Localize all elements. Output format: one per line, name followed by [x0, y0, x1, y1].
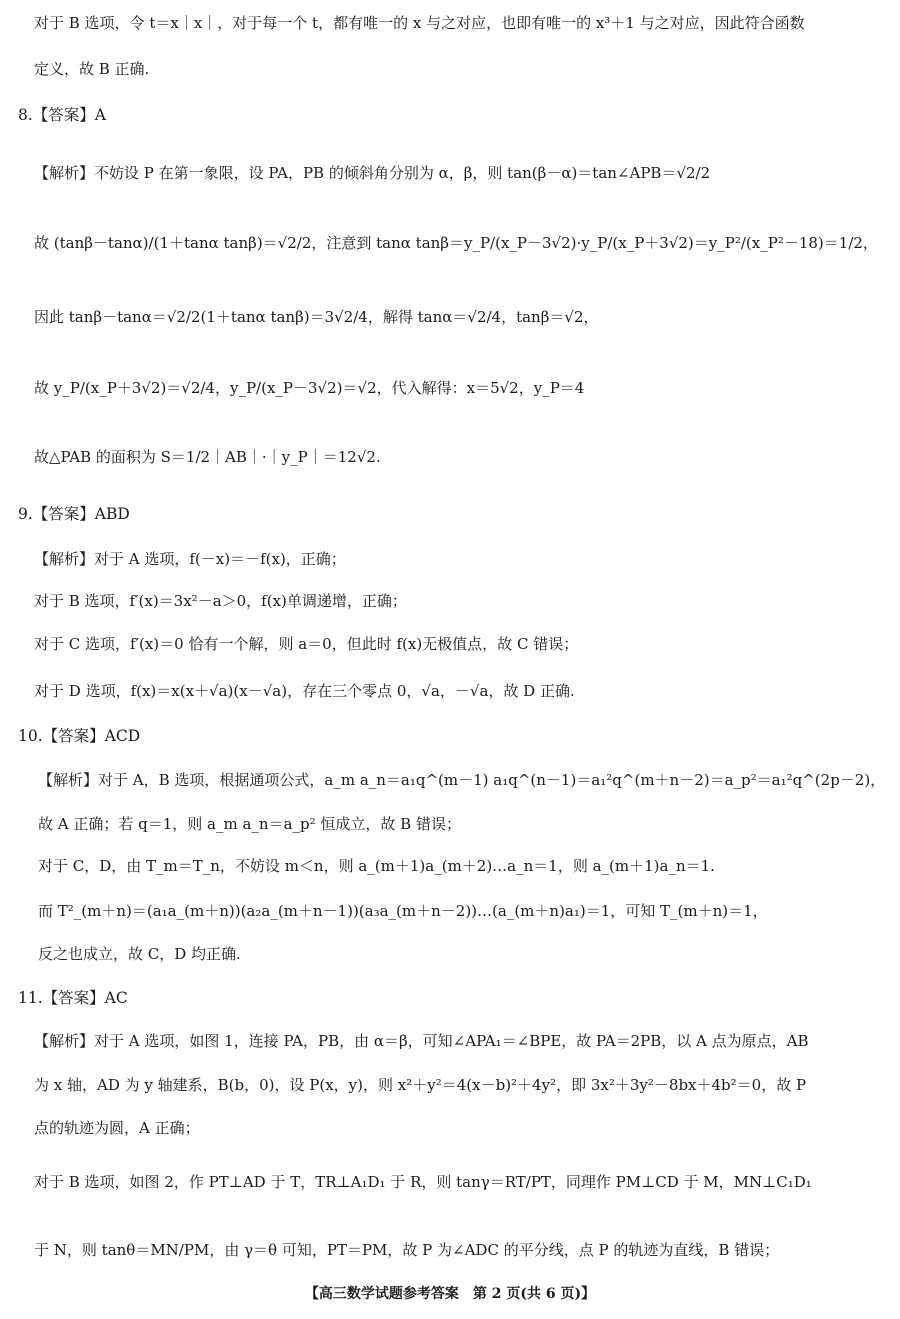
- math-line: 故△PAB 的面积为 S＝1/2｜AB｜·｜y_P｜＝12√2.: [34, 448, 381, 466]
- text-line: 为 x 轴，AD 为 y 轴建系，B(b，0)，设 P(x，y)，则 x²＋y²＝4(x－b)²＋4y²，即 3x²＋3y²－8bx＋4b²＝0，故 P: [34, 1076, 807, 1094]
- text-line: 对于 B 选项，令 t＝x｜x｜，对于每一个 t，都有唯一的 x 与之对应，也即有唯一的 x³＋1 与之对应，因此符合函数: [34, 14, 805, 32]
- text-line: 对于 B 选项，如图 2，作 PT⊥AD 于 T，TR⊥A₁D₁ 于 R，则 tanγ＝RT/PT，同理作 PM⊥CD 于 M，MN⊥C₁D₁: [34, 1173, 812, 1191]
- analysis-line: 【解析】对于 A 选项，如图 1，连接 PA，PB，由 α＝β，可知∠APA₁＝∠BPE，故 PA＝2PB，以 A 点为原点，AB: [34, 1032, 809, 1050]
- text-line: 故 A 正确；若 q＝1，则 a_m a_n＝a_p² 恒成立，故 B 错误；: [38, 815, 461, 833]
- math-line: 故 (tanβ－tanα)/(1＋tanα tanβ)＝√2/2，注意到 tanα tanβ＝y_P/(x_P－3√2)·y_P/(x_P＋3√2)＝y_P²/(x_P²－18)＝1/2，: [34, 234, 878, 252]
- analysis-line: 【解析】不妨设 P 在第一象限，设 PA，PB 的倾斜角分别为 α，β，则 tan(β－α)＝tan∠APB＝√2/2: [34, 164, 711, 182]
- page-footer: 【高三数学试题参考答案 第 2 页(共 6 页)】: [304, 1286, 596, 1302]
- text-line: 而 T²_(m＋n)＝(a₁a_(m＋n))(a₂a_(m＋n－1))(a₃a_(m＋n－2))…(a_(m＋n)a₁)＝1，可知 T_(m＋n)＝1，: [38, 902, 768, 920]
- math-line: 故 y_P/(x_P＋3√2)＝√2/4，y_P/(x_P－3√2)＝√2，代入解得：x＝5√2，y_P＝4: [34, 379, 585, 397]
- text-line: 定义，故 B 正确.: [34, 60, 150, 78]
- text-line: 对于 C 选项，f′(x)＝0 恰有一个解，则 a＝0，但此时 f(x)无极值点，故 C 错误；: [34, 635, 579, 653]
- answer-heading-10: 10.【答案】ACD: [18, 727, 141, 745]
- answer-heading-8: 8.【答案】A: [18, 106, 106, 124]
- analysis-line: 【解析】对于 A 选项，f(－x)＝－f(x)，正确；: [34, 550, 346, 568]
- answer-heading-9: 9.【答案】ABD: [18, 505, 130, 523]
- text-line: 点的轨迹为圆，A 正确；: [34, 1119, 200, 1137]
- answer-heading-11: 11.【答案】AC: [18, 989, 128, 1007]
- text-line: 对于 D 选项，f(x)＝x(x＋√a)(x－√a)，存在三个零点 0，√a，－√a，故 D 正确.: [34, 682, 575, 700]
- text-line: 于 N，则 tanθ＝MN/PM，由 γ＝θ 可知，PT＝PM，故 P 为∠ADC 的平分线，点 P 的轨迹为直线，B 错误；: [34, 1241, 780, 1259]
- text-line: 反之也成立，故 C，D 均正确.: [38, 945, 241, 963]
- text-line: 对于 C，D，由 T_m＝T_n，不妨设 m＜n，则 a_(m＋1)a_(m＋2)…a_n＝1，则 a_(m＋1)a_n＝1.: [38, 857, 715, 875]
- text-line: 对于 B 选项，f′(x)＝3x²－a＞0，f(x)单调递增，正确；: [34, 592, 407, 610]
- analysis-line: 【解析】对于 A，B 选项，根据通项公式，a_m a_n＝a₁q^(m－1) a₁q^(n－1)＝a₁²q^(m＋n－2)＝a_p²＝a₁²q^(2p－2)，: [38, 771, 886, 789]
- math-line: 因此 tanβ－tanα＝√2/2(1＋tanα tanβ)＝3√2/4，解得 tanα＝√2/4，tanβ＝√2，: [34, 308, 599, 326]
